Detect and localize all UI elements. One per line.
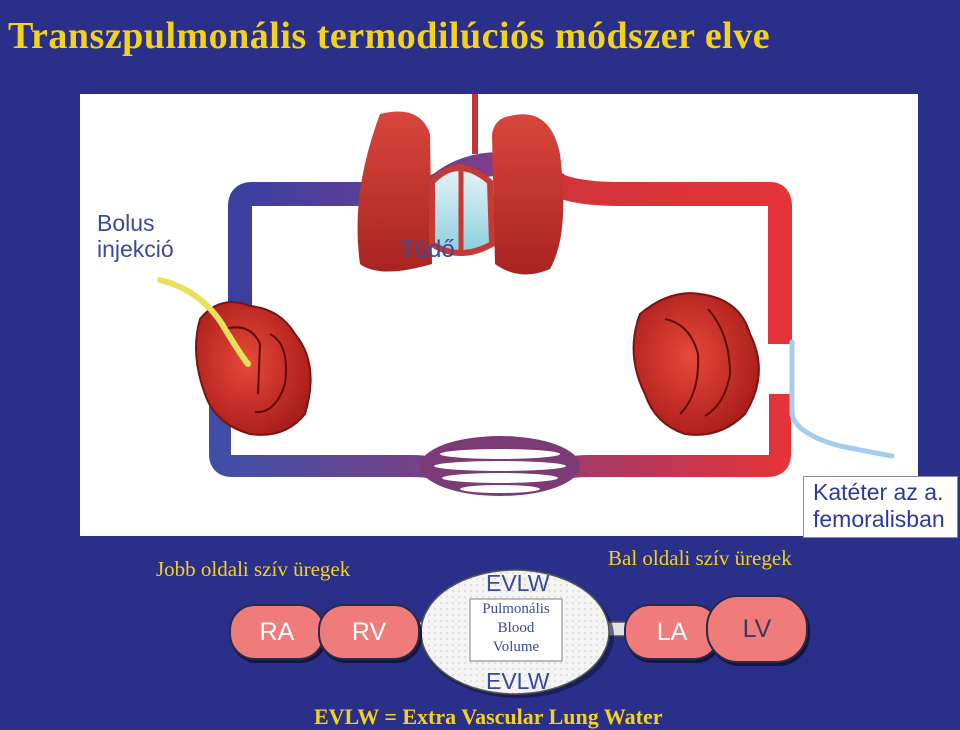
footer-note: EVLW = Extra Vascular Lung Water bbox=[314, 704, 663, 729]
bolus-label-line2: injekció bbox=[97, 236, 174, 262]
pbv-line2: Blood bbox=[497, 620, 535, 636]
node-lv bbox=[706, 595, 808, 663]
pbv-line1: Pulmonális bbox=[482, 601, 550, 617]
node-la-label: LA bbox=[656, 617, 688, 646]
bolus-label-line1: Bolus bbox=[97, 210, 155, 236]
left-heart-chambers-title: Bal oldali szív üregek bbox=[608, 546, 792, 570]
pbv-line3: Volume bbox=[492, 639, 540, 655]
catheter-label-line2: femoralisban bbox=[813, 506, 945, 532]
lung-label: Tüdő bbox=[400, 236, 455, 263]
node-lv-label: LV bbox=[742, 614, 772, 643]
node-rv-label: RV bbox=[351, 617, 387, 646]
node-rv bbox=[318, 604, 420, 660]
pbv-label bbox=[470, 600, 562, 657]
node-ra bbox=[229, 604, 325, 660]
slide-title: Transzpulmonális termodilúciós módszer elve bbox=[8, 15, 771, 57]
evlw-top-label: EVLW bbox=[486, 570, 550, 596]
evlw-bottom-label: EVLW bbox=[486, 668, 550, 694]
node-ra-label: RA bbox=[259, 617, 295, 646]
right-heart-chambers-title: Jobb oldali szív üregek bbox=[156, 557, 351, 581]
catheter-label-line1: Katéter az a. bbox=[813, 479, 944, 505]
